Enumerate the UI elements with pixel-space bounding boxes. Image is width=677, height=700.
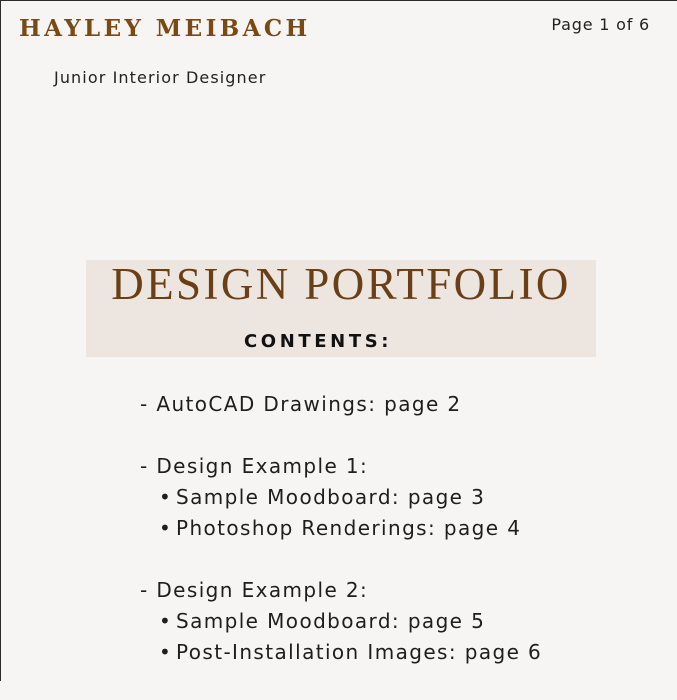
bullet-icon: • bbox=[159, 485, 173, 509]
toc-subitem-label: Sample Moodboard: page 5 bbox=[176, 609, 486, 633]
toc-section bbox=[140, 576, 542, 669]
toc-subitem-label: Photoshop Renderings: page 4 bbox=[176, 516, 522, 540]
portfolio-title: DESIGN PORTFOLIO bbox=[111, 259, 571, 309]
title-band bbox=[86, 260, 596, 357]
toc-subitem bbox=[140, 514, 542, 545]
bullet-icon: • bbox=[159, 516, 173, 540]
page-indicator: Page 1 of 6 bbox=[551, 15, 650, 34]
toc-subitem-label: Sample Moodboard: page 3 bbox=[176, 485, 486, 509]
toc-section bbox=[140, 390, 542, 421]
toc-subitem bbox=[140, 483, 542, 514]
toc-section bbox=[140, 452, 542, 545]
toc-item-design-example-1: - Design Example 1: bbox=[140, 454, 369, 478]
toc-item-design-example-2: - Design Example 2: bbox=[140, 578, 369, 602]
bullet-icon: • bbox=[159, 609, 173, 633]
bullet-icon: • bbox=[159, 640, 173, 664]
toc-subitem bbox=[140, 607, 542, 638]
toc-subitem bbox=[140, 638, 542, 669]
toc-subitem-label: Post-Installation Images: page 6 bbox=[176, 640, 543, 664]
contents-heading: CONTENTS: bbox=[244, 331, 393, 352]
designer-name: HAYLEY MEIBACH bbox=[19, 15, 311, 42]
table-of-contents bbox=[140, 390, 542, 700]
job-title: Junior Interior Designer bbox=[54, 68, 267, 87]
toc-item-autocad: - AutoCAD Drawings: page 2 bbox=[140, 392, 462, 416]
